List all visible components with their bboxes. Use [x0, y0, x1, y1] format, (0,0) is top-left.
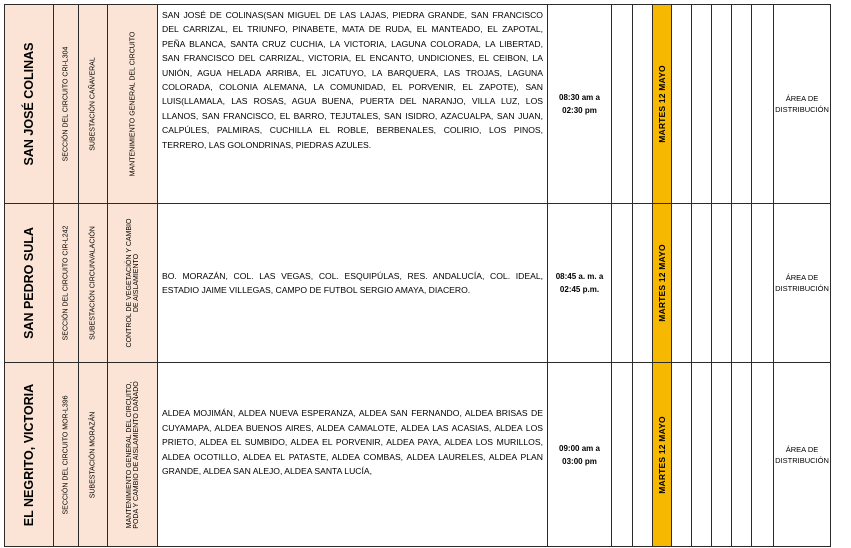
substation: SUBESTACIÓN CAÑAVERAL [89, 57, 97, 151]
affected-areas-cell [158, 204, 548, 363]
outage-day: MARTES 12 MAYO [657, 65, 667, 143]
table-row [5, 204, 831, 363]
time-start: 09:00 am a [559, 443, 600, 453]
work-type-cell [108, 204, 158, 363]
responsible-cell [774, 204, 831, 363]
outage-day: MARTES 12 MAYO [657, 415, 667, 494]
table-row [5, 363, 831, 547]
affected-areas-cell [158, 363, 548, 547]
responsible-area: ÁREA DE DISTRIBUCIÓN [775, 444, 829, 465]
schedule-cell [548, 204, 612, 363]
empty-cell [672, 204, 692, 363]
affected-areas: BO. MORAZÁN, COL. LAS VEGAS, COL. ESQUIPÚLAS, RES. ANDALUCÍA, COL. IDEAL, ESTADIO JAIME VILLEGAS, CAMPO DE FUTBOL SERGIO AMAYA, DIACERO. [162, 270, 543, 295]
work-type-cell [108, 5, 158, 204]
zone-name: SAN PEDRO SULA [22, 227, 36, 339]
zone-name-cell [5, 204, 54, 363]
affected-areas: ALDEA MOJIMÁN, ALDEA NUEVA ESPERANZA, ALDEA SAN FERNANDO, ALDEA BRISAS DE CUYAMAPA, ALDEA BUENOS AIRES, ALDEA CAMALOTE, ALDEA LAS ACASIAS, ALDEA LOS PRIETO, ALDEA EL SUMBIDO, ALDEA EL PORVENIR, ALDEA PAYA, ALDEA LOS MURILLOS, ALDEA OCOTILLO, ALDEA EL PATASTE, ALDEA COMBAS, ALDEA LAURELES, ALDEA PLAN GRANDE, ALDEA SAN ALEJO, ALDEA SANTA LUCÍA, [162, 408, 543, 477]
responsible-area: ÁREA DE DISTRIBUCIÓN [775, 273, 829, 293]
outage-day: MARTES 12 MAYO [657, 244, 667, 322]
empty-cell [712, 5, 732, 204]
responsible-area: ÁREA DE DISTRIBUCIÓN [775, 94, 829, 114]
time-end: 03:00 pm [562, 456, 597, 466]
substation: SUBESTACIÓN CIRCUNVALACIÓN [89, 226, 97, 340]
time-end: 02:30 pm [562, 106, 597, 115]
day-cell [653, 363, 672, 547]
substation-cell [79, 5, 108, 204]
zone-name: SAN JOSÉ COLINAS [22, 42, 36, 166]
schedule-cell [548, 363, 612, 547]
circuit-section-cell [54, 363, 79, 547]
empty-cell [612, 204, 633, 363]
empty-cell [732, 5, 752, 204]
affected-areas: SAN JOSÉ DE COLINAS(SAN MIGUEL DE LAS LAJAS, PIEDRA GRANDE, SAN FRANCISCO DEL CARRIZAL, EL TRIUNFO, PINABETE, MATA DE RUDA, EL MANTEADO, EL ZAPOTAL, PEÑA BLANCA, SANTA CRUZ CUCHIA, LA VICTORIA, LAGUNA COLORADA, LA LIBERTAD, SAN FRANCISCO DEL CARRIZAL, VICTORIA, EL ENCANTO, UNDICIONES, EL CEIBON, LA UNIÓN, AGUA HELADA ARRIBA, EL JICATUYO, LA BARQUERA, LAS TROJAS, LAGUNA COLORADA, COLONIA ALEMANA, LA COMUNIDAD, EL PORVENIR, EL ZAPOTE), SAN LUIS(LLAMALA, LAS ROSAS, AGUA BUENA, PUERTA DEL NARANJO, VILLA LUZ, LOS LLANOS, SAN FRANCISCO, EL BARRO, TEJUTALES, SAN ISIDRO, AZACUALPA, SAN JUAN, CALPÚLES, PALMIRAS, CUCHILLA EL ROBLE, BERBENALES, COLIRIO, LOS PINOS, TERRERO, LAS GOLONDRINAS, PIEDRAS AZULES. [162, 10, 543, 150]
table-row [5, 5, 831, 204]
empty-cell [692, 363, 712, 547]
empty-cell [633, 204, 653, 363]
empty-cell [692, 204, 712, 363]
circuit-section: SECCIÓN DEL CIRCUITO MOR-L396 [62, 394, 70, 515]
substation-cell [79, 363, 108, 547]
empty-cell [732, 363, 752, 547]
substation: SUBESTACIÓN MORAZÁN [89, 411, 97, 498]
empty-cell [752, 204, 774, 363]
time-end: 02:45 p.m. [559, 285, 600, 294]
zone-name-cell [5, 5, 54, 204]
circuit-section-cell [54, 204, 79, 363]
time-start: 08:30 am a [559, 93, 600, 102]
work-type: MANTENIMIENTO GENERAL DEL CIRCUITO [129, 31, 136, 177]
work-type: MANTENIMIENTO GENERAL DEL CIRCUITO, [125, 381, 133, 528]
empty-cell [752, 363, 774, 547]
affected-areas-cell [158, 5, 548, 204]
day-cell [653, 204, 672, 363]
empty-cell [712, 204, 732, 363]
zone-name: EL NEGRITO, VICTORIA [22, 383, 36, 526]
empty-cell [752, 5, 774, 204]
empty-cell [612, 5, 633, 204]
substation-cell [79, 204, 108, 363]
schedule-cell [548, 5, 612, 204]
responsible-cell [774, 363, 831, 547]
work-type: CONTROL DE VEGETACIÓN Y CAMBIO [125, 218, 133, 348]
circuit-section: SECCIÓN DEL CIRCUITO CIR-L242 [62, 225, 70, 341]
empty-cell [712, 363, 732, 547]
time-start: 08:45 a. m. a [555, 272, 604, 281]
empty-cell [672, 363, 692, 547]
empty-cell [633, 363, 653, 547]
schedule-table [4, 4, 831, 547]
zone-name-cell [5, 363, 54, 547]
work-type-cell [108, 363, 158, 547]
circuit-section: SECCIÓN DEL CIRCUITO CRI-L304 [62, 46, 70, 162]
empty-cell [612, 363, 633, 547]
empty-cell [633, 5, 653, 204]
day-cell [653, 5, 672, 204]
work-type-line2: PODA Y CAMBIO DE AISLAMIENTO DAÑADO [132, 380, 140, 529]
empty-cell [692, 5, 712, 204]
empty-cell [732, 204, 752, 363]
responsible-cell [774, 5, 831, 204]
empty-cell [672, 5, 692, 204]
work-type-line2: DE AISLAMIENTO [132, 253, 140, 313]
circuit-section-cell [54, 5, 79, 204]
